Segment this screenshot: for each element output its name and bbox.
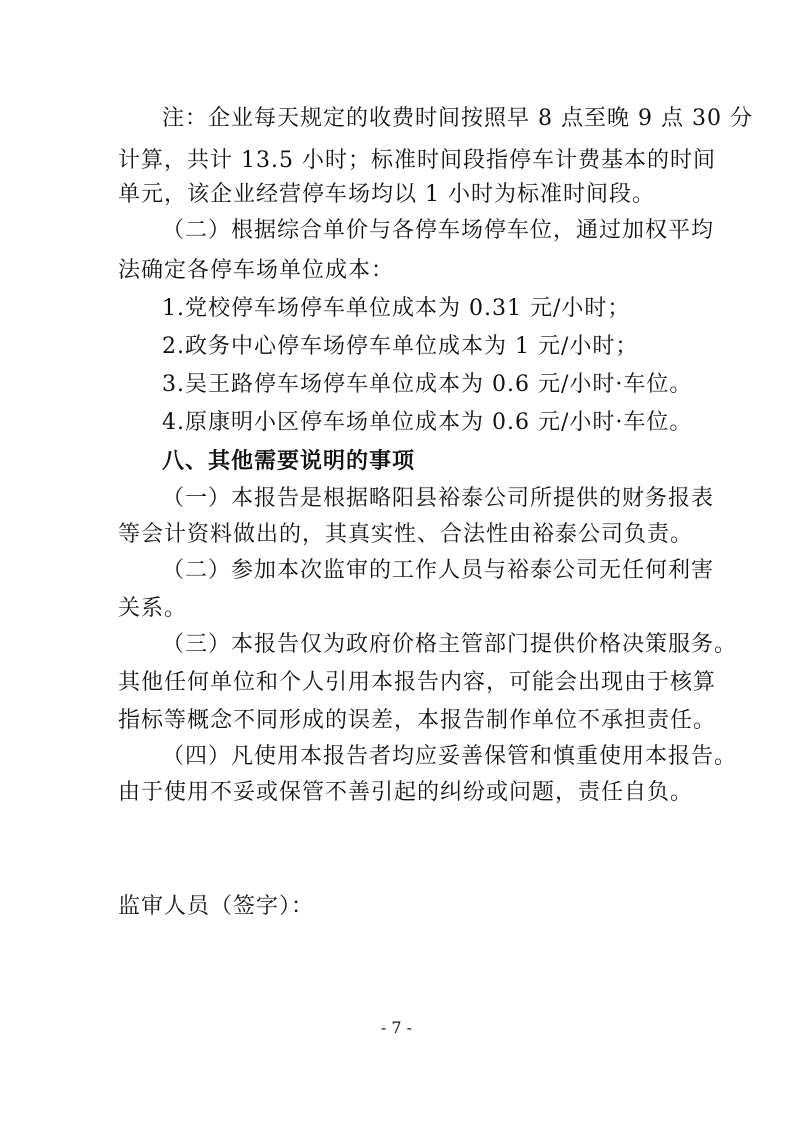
section-eight-p4-line-1: （四）凡使用本报告者均应妥善保管和慎重使用本报告。 xyxy=(162,744,738,769)
section-two-line-1: （二）根据综合单价与各停车场停车位，通过加权平均 xyxy=(162,218,715,243)
note-line-3: 单元，该企业经营停车场均以 1 小时为标准时间段。 xyxy=(118,182,655,207)
section-eight-p1-line-2: 等会计资料做出的，其真实性、合法性由裕泰公司负责。 xyxy=(118,522,694,547)
section-eight-p1-line-1: （一）本报告是根据略阳县裕泰公司所提供的财务报表 xyxy=(162,486,715,511)
unit-cost-item-1: 1.党校停车场停车单位成本为 0.31 元/小时； xyxy=(162,296,631,321)
unit-cost-item-4: 4.原康明小区停车场单位成本为 0.6 元/小时·车位。 xyxy=(162,410,693,435)
section-eight-p3-line-2: 其他任何单位和个人引用本报告内容，可能会出现由于核算 xyxy=(118,670,717,695)
page-number: - 7 - xyxy=(380,1018,413,1037)
unit-cost-item-2: 2.政务中心停车场停车单位成本为 1 元/小时； xyxy=(162,334,639,359)
note-line-1: 注：企业每天规定的收费时间按照早 8 点至晚 9 点 30 分 xyxy=(162,106,753,131)
section-eight-p3-line-1: （三）本报告仅为政府价格主管部门提供价格决策服务。 xyxy=(162,632,738,657)
section-eight-p2-line-2: 关系。 xyxy=(118,596,188,621)
note-line-2: 计算，共计 13.5 小时；标准时间段指停车计费基本的时间 xyxy=(118,148,716,173)
section-eight-p3-line-3: 指标等概念不同形成的误差，本报告制作单位不承担责任。 xyxy=(118,708,717,733)
signature-label: 监审人员（签字）： xyxy=(118,894,315,919)
section-eight-p4-line-2: 由于使用不妥或保管不善引起的纠纷或问题，责任自负。 xyxy=(118,780,694,805)
section-eight-heading: 八、其他需要说明的事项 xyxy=(162,448,416,474)
section-eight-p2-line-1: （二）参加本次监审的工作人员与裕泰公司无任何利害 xyxy=(162,558,715,583)
section-two-line-2: 法确定各停车场单位成本： xyxy=(118,258,395,283)
unit-cost-item-3: 3.吴王路停车场停车单位成本为 0.6 元/小时·车位。 xyxy=(162,372,693,397)
